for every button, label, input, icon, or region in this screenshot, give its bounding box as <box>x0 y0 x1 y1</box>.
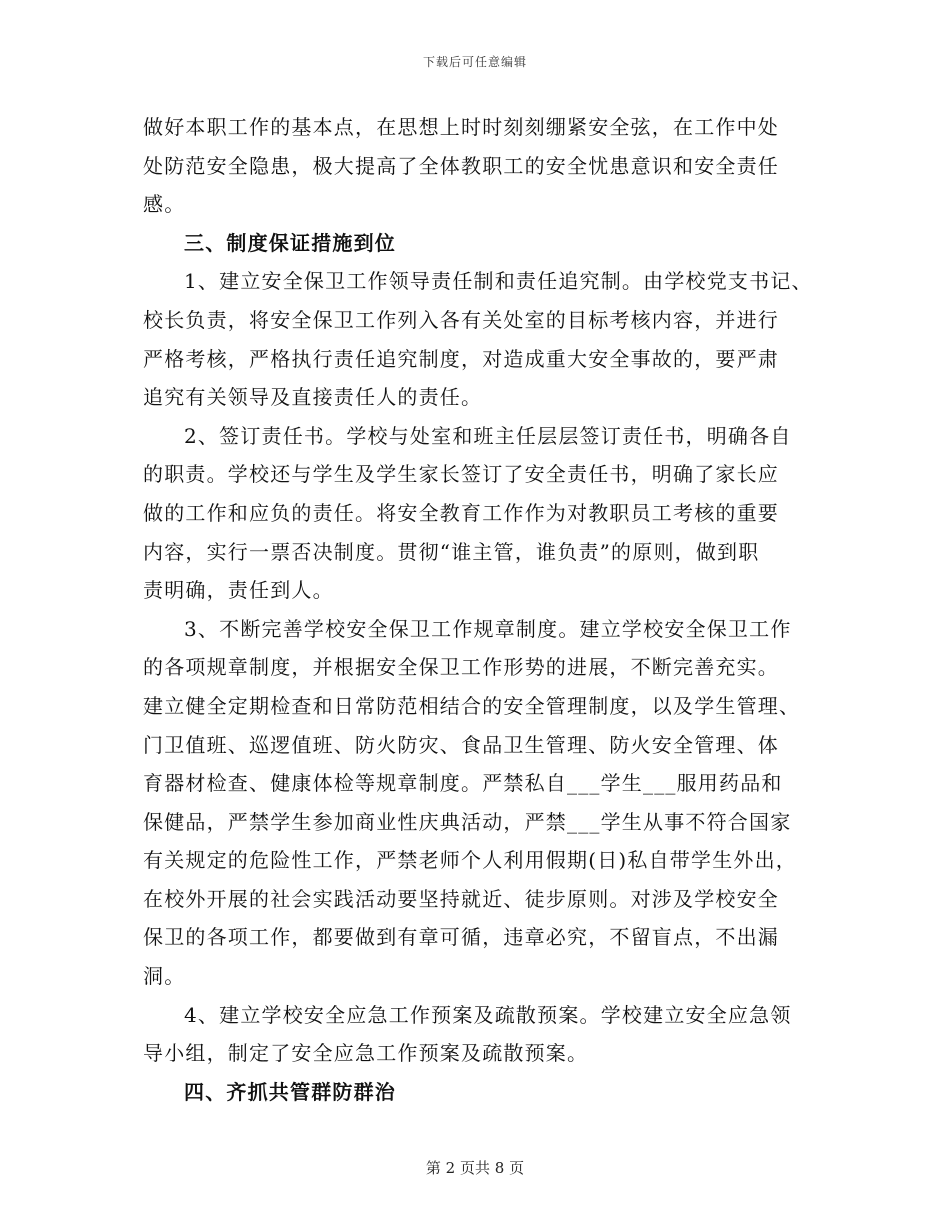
body-line: 的各项规章制度，并根据安全保卫工作形势的进展，不断完善充实。 <box>143 655 779 680</box>
paragraph-start: 2、签订责任书。学校与处室和班主任层层签订责任书，明确各自 <box>184 423 792 448</box>
body-line: 处防范安全隐患，极大提高了全体教职工的安全忧患意识和安全责任 <box>143 153 779 178</box>
page-footer: 第 2 页共 8 页 <box>425 1159 525 1177</box>
section-heading-3: 三、制度保证措施到位 <box>184 230 396 255</box>
body-line: 做好本职工作的基本点，在思想上时时刻刻绷紧安全弦，在工作中处 <box>143 115 779 139</box>
body-line: 的职责。学校还与学生及学生家长签订了安全责任书，明确了家长应 <box>143 462 779 487</box>
body-line: 在校外开展的社会实践活动要坚持就近、徒步原则。对涉及学校安全 <box>143 886 779 911</box>
document-body <box>143 108 833 1111</box>
body-line: 有关规定的危险性工作，严禁老师个人利用假期(日)私自带学生外出， <box>143 848 798 873</box>
body-line: 感。 <box>143 192 186 217</box>
body-line: 内容，实行一票否决制度。贯彻“谁主管，谁负责”的原则，做到职 <box>143 539 760 564</box>
body-line: 追究有关领导及直接责任人的责任。 <box>143 385 483 410</box>
body-line: 做的工作和应负的责任。将安全教育工作作为对教职员工考核的重要 <box>143 500 779 525</box>
body-line: 门卫值班、巡逻值班、防火防灾、食品卫生管理、防火安全管理、体 <box>143 732 779 757</box>
paragraph-start: 3、不断完善学校安全保卫工作规章制度。建立学校安全保卫工作 <box>184 616 792 641</box>
body-line: 责明确，责任到人。 <box>143 578 334 603</box>
section-heading-4: 四、齐抓共管群防群治 <box>184 1079 396 1104</box>
body-line: 保卫的各项工作，都要做到有章可循，违章必究，不留盲点，不出漏 <box>143 925 779 950</box>
body-line: 育器材检查、健康体检等规章制度。严禁私自___学生___服用药品和 <box>143 771 783 796</box>
body-line: 严格考核，严格执行责任追究制度，对造成重大安全事故的，要严肃 <box>143 346 779 371</box>
paragraph-start: 4、建立学校安全应急工作预案及疏散预案。学校建立安全应急领 <box>184 1002 792 1027</box>
body-line: 建立健全定期检查和日常防范相结合的安全管理制度，以及学生管理、 <box>143 693 801 718</box>
body-line: 导小组，制定了安全应急工作预案及疏散预案。 <box>143 1041 589 1066</box>
paragraph-start: 1、建立安全保卫工作领导责任制和责任追究制。由学校党支书记、 <box>184 269 813 294</box>
body-line: 保健品，严禁学生参加商业性庆典活动，严禁___学生从事不符合国家 <box>143 809 792 834</box>
page-header: 下载后可任意编辑 <box>422 55 527 69</box>
body-line: 洞。 <box>143 964 186 989</box>
body-line: 校长负责，将安全保卫工作列入各有关处室的目标考核内容，并进行 <box>143 307 779 332</box>
